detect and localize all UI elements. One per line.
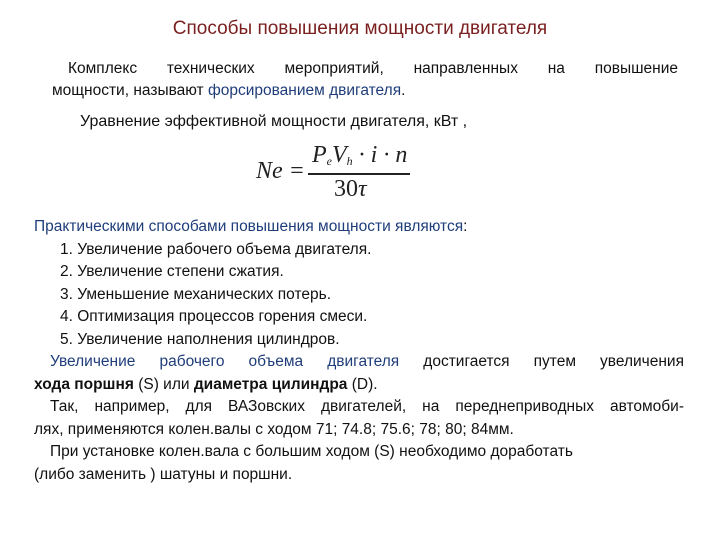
formula-denominator [334, 176, 367, 203]
formula-numerator [312, 142, 407, 169]
example-line-1: Так, например, для ВАЗовских двигателей, на переднеприводных автомоби- [50, 398, 684, 415]
volume-text-3: (D). [347, 375, 378, 393]
formula-denominator-num: 30 [334, 176, 358, 202]
volume-bold-diameter: диаметра цилиндра [193, 375, 348, 393]
volume-text-2: (S) или [133, 375, 194, 393]
methods-heading-line [34, 216, 684, 239]
intro-line-2 [52, 82, 405, 99]
list-item: 4. Оптимизация процессов горения смеси. [60, 308, 368, 325]
volume-bold-stroke: хода поршня [34, 375, 134, 393]
formula-fraction-bar [308, 173, 410, 175]
methods-heading-colon: : [463, 218, 468, 235]
intro-paragraph [52, 58, 678, 102]
formula-p-sub: e [326, 154, 332, 168]
crank-line-2: (либо заменить ) шатуны и поршни. [34, 465, 293, 483]
example-line-2: лях, применяются колен.валы с ходом 71; 74.8; 75.6; 78; 80; 84мм. [34, 420, 514, 438]
formula-denominator-var: τ [358, 176, 367, 202]
formula-numerator-rest: · i · n [358, 142, 408, 168]
crank-line-1: При установке колен.вала с большим ходом (S) необходимо доработать [50, 443, 573, 460]
formula-v: V [332, 142, 347, 168]
formula-p: P [312, 142, 327, 168]
volume-line-1 [34, 351, 684, 374]
page-title: Способы повышения мощности двигателя [172, 18, 548, 39]
list-item: 2. Увеличение степени сжатия. [60, 263, 284, 280]
intro-forcing-term: форсированием двигателя [207, 82, 402, 99]
power-formula [250, 140, 420, 206]
volume-line-2 [34, 374, 684, 397]
intro-line-2-post: . [401, 82, 406, 99]
equation-label: Уравнение эффективной мощности двигателя, кВт , [80, 113, 468, 130]
intro-line-1: Комплекс технических мероприятий, направленных на повышение [68, 60, 678, 77]
formula-v-sub: h [346, 154, 353, 168]
volume-accent: Увеличение рабочего объема двигателя [50, 353, 400, 370]
list-item: 3. Уменьшение механических потерь. [60, 285, 332, 303]
methods-section [34, 216, 684, 486]
intro-line-2-pre: мощности, называют [52, 82, 208, 99]
formula-lhs: Ne = [256, 158, 305, 184]
methods-heading: Практическими способами повышения мощности являются [34, 218, 464, 235]
list-item: 1. Увеличение рабочего объема двигателя. [60, 240, 372, 258]
list-item: 5. Увеличение наполнения цилиндров. [60, 330, 340, 348]
volume-text-1: достигается путем увеличения [399, 353, 684, 370]
